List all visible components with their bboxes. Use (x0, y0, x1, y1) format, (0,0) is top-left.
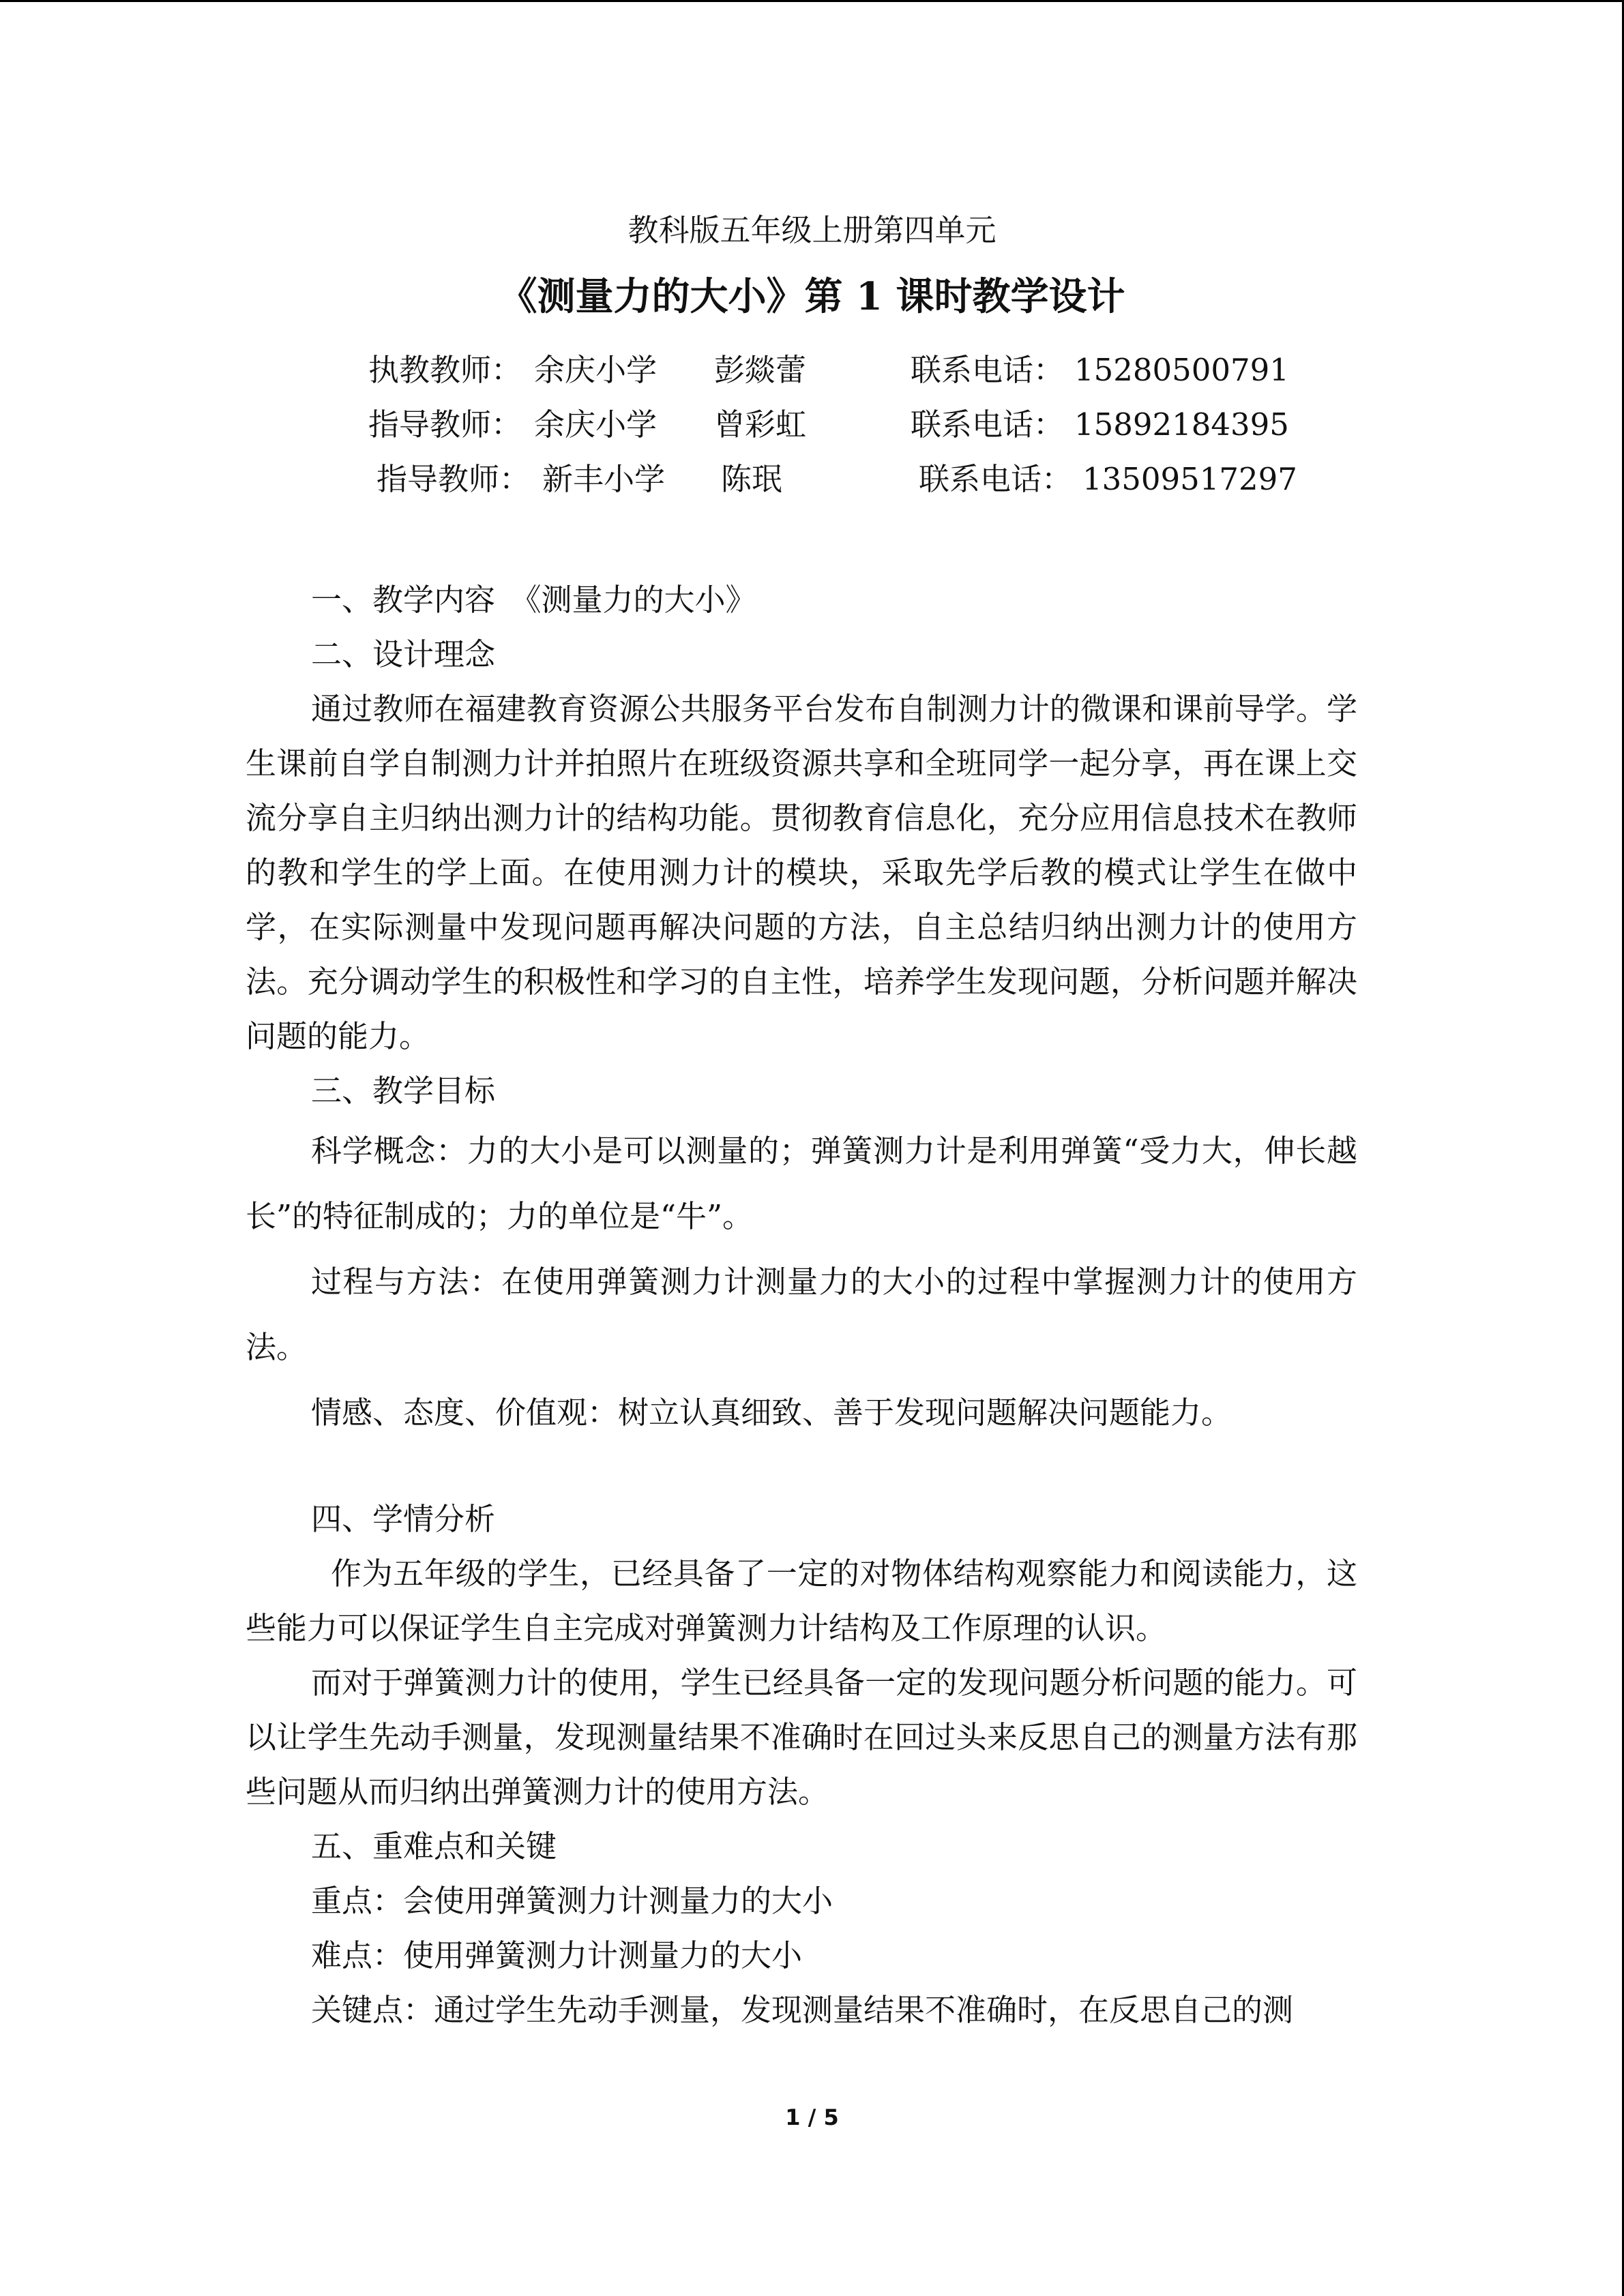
key-point: 重点：会使用弹簧测力计测量力的大小 (311, 1883, 833, 1919)
document-body (246, 573, 1357, 2038)
learner-analysis-paragraph-1: 作为五年级的学生，已经具备了一定的对物体结构观察能力和阅读能力，这些能力可以保证学生自主完成对弹簧测力计结构及工作原理的认识。 (246, 1555, 1357, 1646)
section-4-heading: 四、学情分析 (311, 1501, 496, 1537)
staff-phone: 13509517297 (1082, 461, 1297, 497)
crux-point: 关键点：通过学生先动手测量，发现测量结果不准确时，在反思自己的测 (311, 1992, 1294, 2028)
staff-role: 执教教师： (368, 352, 522, 388)
staff-school: 新丰小学 (542, 461, 666, 497)
section-2-heading: 二、设计理念 (311, 636, 496, 672)
staff-row-teacher (368, 350, 1323, 391)
document-title: 《测量力的大小》第 1 课时教学设计 (499, 274, 1125, 319)
staff-name: 曾彩虹 (714, 406, 807, 443)
staff-row-advisor-2 (377, 459, 1331, 500)
document-subtitle: 教科版五年级上册第四单元 (628, 212, 996, 248)
staff-phone: 15892184395 (1074, 406, 1289, 443)
staff-row-advisor-1 (368, 404, 1323, 445)
emotion-value-goal: 情感、态度、价值观：树立认真细致、善于发现问题解决问题能力。 (311, 1395, 1232, 1431)
staff-role: 指导教师： (377, 461, 531, 497)
staff-phone-label: 联系电话： (919, 461, 1073, 497)
staff-phone-label: 联系电话： (911, 352, 1065, 388)
staff-phone-label: 联系电话： (911, 406, 1065, 443)
staff-role: 指导教师： (368, 406, 522, 443)
staff-school: 余庆小学 (534, 406, 658, 443)
section-3-heading: 三、教学目标 (311, 1073, 496, 1109)
process-method-goal: 过程与方法：在使用弹簧测力计测量力的大小的过程中掌握测力计的使用方法。 (246, 1264, 1357, 1365)
staff-name: 彭燚蕾 (714, 352, 807, 388)
page-indicator: 1 / 5 (785, 2104, 839, 2130)
learner-analysis-paragraph-2: 而对于弹簧测力计的使用，学生已经具备一定的发现问题分析问题的能力。可以让学生先动手测量，发现测量结果不准确时在回过头来反思自己的测量方法有那些问题从而归纳出弹簧测力计的使用方法。 (246, 1665, 1357, 1810)
staff-phone: 15280500791 (1074, 352, 1289, 388)
section-1-heading: 一、教学内容 《测量力的大小》 (311, 582, 756, 618)
science-concept-goal: 科学概念：力的大小是可以测量的；弹簧测力计是利用弹簧“受力大，伸长越长”的特征制成的；力的单位是“牛”。 (246, 1133, 1357, 1234)
difficult-point: 难点：使用弹簧测力计测量力的大小 (311, 1937, 803, 1973)
staff-name: 陈珉 (721, 461, 783, 497)
section-5-heading: 五、重难点和关键 (311, 1828, 557, 1864)
design-concept-paragraph: 通过教师在福建教育资源公共服务平台发布自制测力计的微课和课前导学。学生课前自学自制测力计并拍照片在班级资源共享和全班同学一起分享，再在课上交流分享自主归纳出测力计的结构功能。贯彻教育信息化，充分应用信息技术在教师的教和学生的学上面。在使用测力计的模块，采取先学后教的模式让学生在做中学，在实际测量中发现问题再解决问题的方法，自主总结归纳出测力计的使用方法。充分调动学生的积极性和学习的自主性，培养学生发现问题，分析问题并解决问题的能力。 (246, 691, 1357, 1054)
section-spacer (246, 1446, 1357, 1492)
staff-school: 余庆小学 (534, 352, 658, 388)
